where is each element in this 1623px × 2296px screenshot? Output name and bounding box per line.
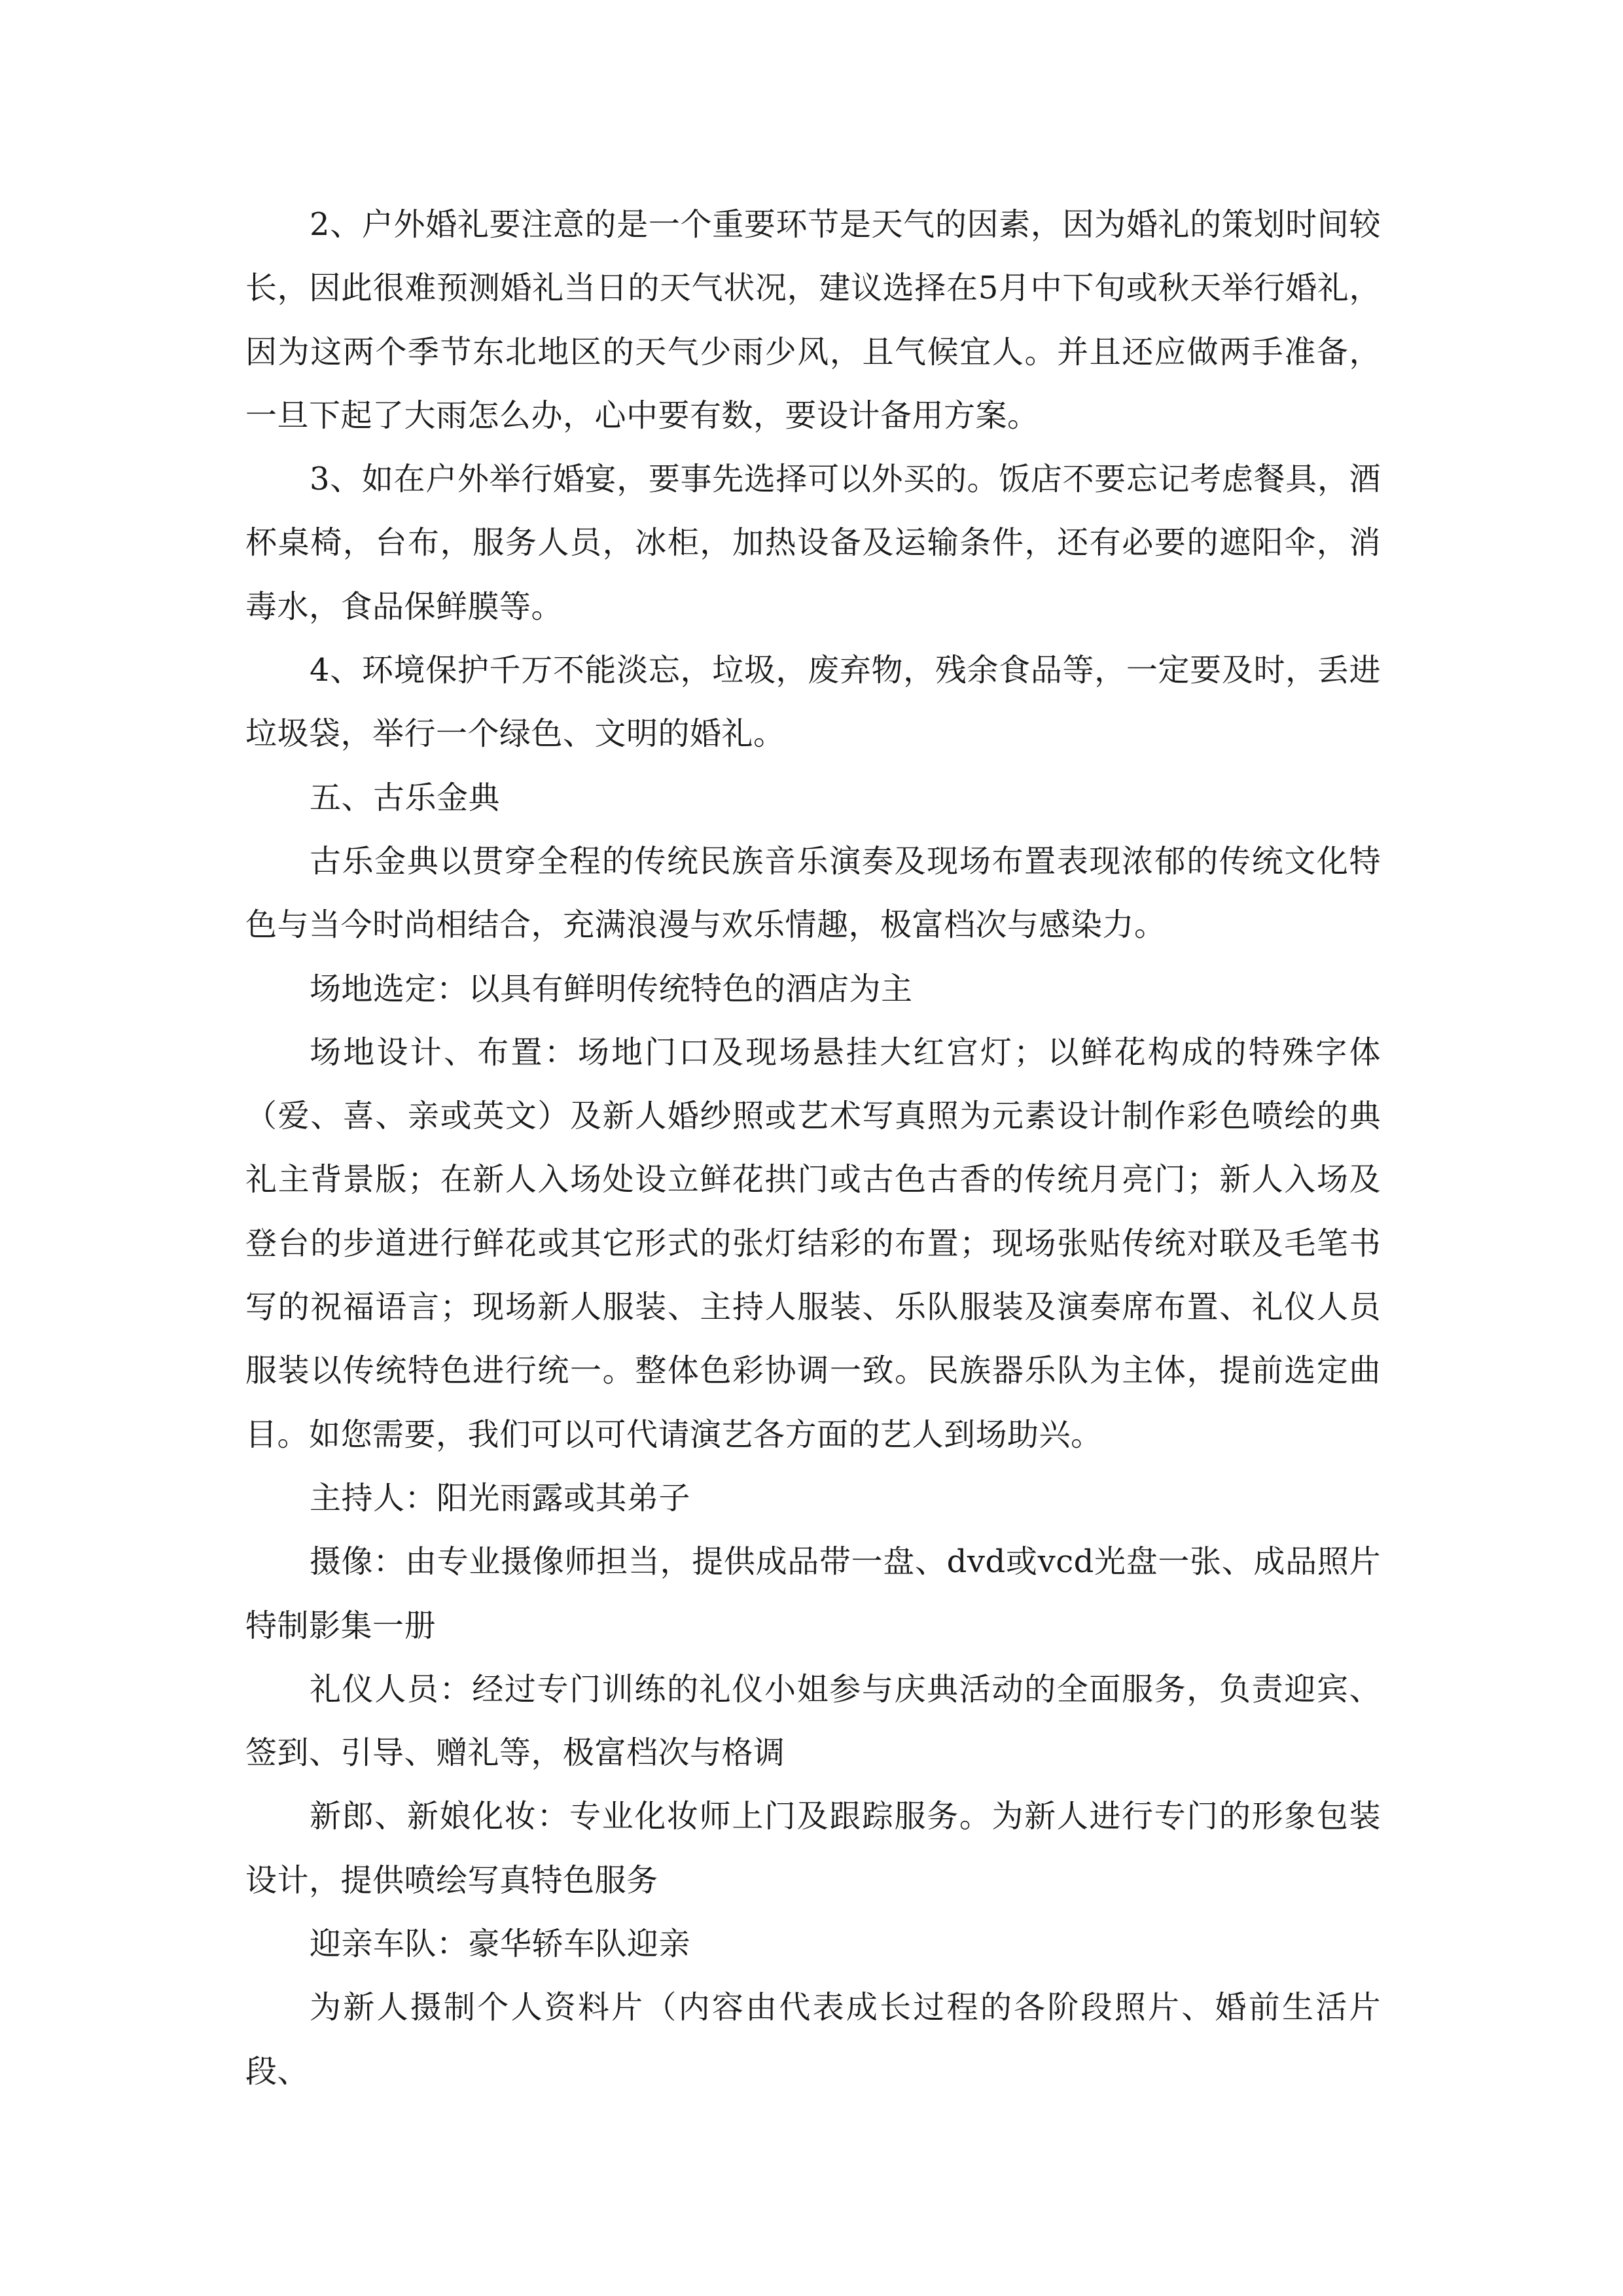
paragraph-outdoor-banquet: 3、如在户外举行婚宴，要事先选择可以外买的。饭店不要忘记考虑餐具，酒杯桌椅，台布，服务人员，冰柜，加热设备及运输条件，还有必要的遮阳伞，消毒水，食品保鲜膜等。	[245, 461, 1381, 625]
paragraph-profile-film: 为新人摄制个人资料片（内容由代表成长过程的各阶段照片、婚前生活片段、	[245, 1989, 1381, 2090]
paragraph-intro: 古乐金典以贯穿全程的传统民族音乐演奏及现场布置表现浓郁的传统文化特色与当今时尚相结合，充满浪漫与欢乐情趣，极富档次与感染力。	[245, 842, 1381, 944]
paragraph-makeup: 新郎、新娘化妆：专业化妆师上门及跟踪服务。为新人进行专门的形象包装设计，提供喷绘写真特色服务	[245, 1798, 1381, 1899]
paragraph-video: 摄像：由专业摄像师担当，提供成品带一盘、dvd或vcd光盘一张、成品照片特制影集一册	[245, 1543, 1381, 1644]
paragraph-venue-selection: 场地选定：以具有鲜明传统特色的酒店为主	[310, 970, 913, 1007]
section-heading: 五、古乐金典	[310, 779, 501, 816]
paragraph-venue-design: 场地设计、布置：场地门口及现场悬挂大红宫灯；以鲜花构成的特殊字体（爱、喜、亲或英文）及新人婚纱照或艺术写真照为元素设计制作彩色喷绘的典礼主背景版；在新人入场处设立鲜花拱门或古色古香的传统月亮门；新人入场及登台的步道进行鲜花或其它形式的张灯结彩的布置；现场张贴传统对联及毛笔书写的祝福语言；现场新人服装、主持人服装、乐队服装及演奏席布置、礼仪人员服装以传统特色进行统一。整体色彩协调一致。民族器乐队为主体，提前选定曲目。如您需要，我们可以可代请演艺各方面的艺人到场助兴。	[245, 1033, 1381, 1453]
paragraph-environment: 4、环境保护千万不能淡忘，垃圾，废弃物，残余食品等，一定要及时，丢进垃圾袋，举行一个绿色、文明的婚礼。	[245, 652, 1381, 753]
paragraph-etiquette: 礼仪人员：经过专门训练的礼仪小姐参与庆典活动的全面服务，负责迎宾、签到、引导、赠礼等，极富档次与格调	[245, 1670, 1381, 1772]
paragraph-host: 主持人：阳光雨露或其弟子	[310, 1479, 691, 1516]
paragraph-weather: 2、户外婚礼要注意的是一个重要环节是天气的因素，因为婚礼的策划时间较长，因此很难预测婚礼当日的天气状况，建议选择在5月中下旬或秋天举行婚礼，因为这两个季节东北地区的天气少雨少风，且气候宜人。并且还应做两手准备，一旦下起了大雨怎么办，心中要有数，要设计备用方案。	[245, 206, 1381, 434]
paragraph-motorcade: 迎亲车队：豪华轿车队迎亲	[310, 1926, 691, 1963]
document-page	[245, 193, 1381, 2104]
